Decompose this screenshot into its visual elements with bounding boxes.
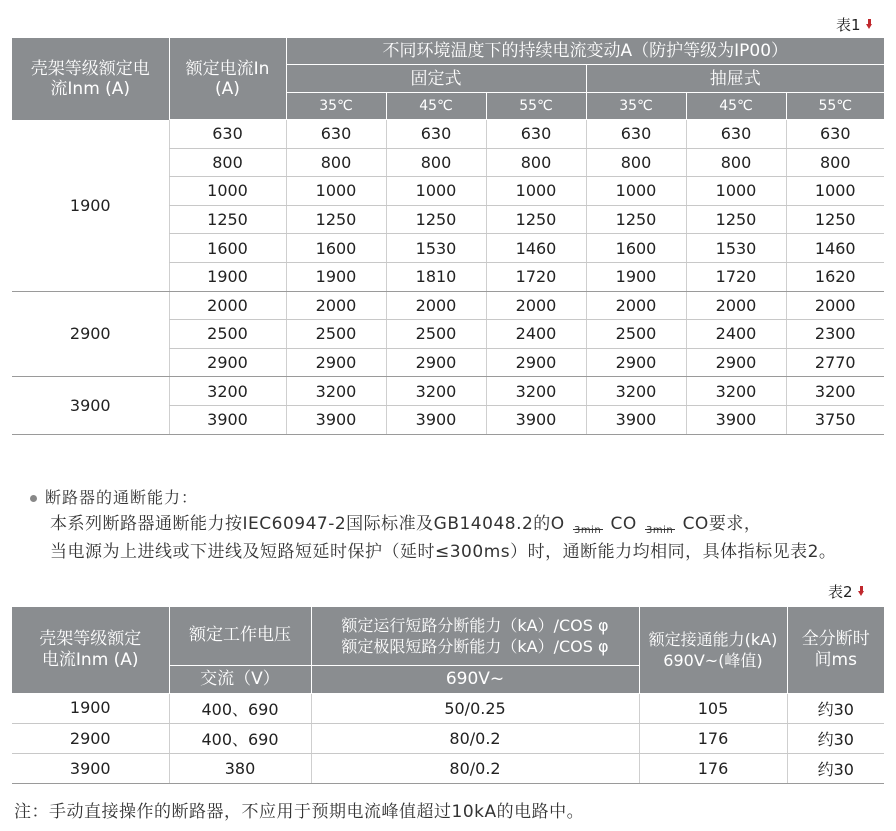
current-value-cell: 2000 xyxy=(686,291,786,320)
table2-body xyxy=(12,693,884,783)
current-value-cell: 630 xyxy=(486,120,586,149)
fixed-type-header: 固定式 xyxy=(286,65,586,93)
down-arrow-icon xyxy=(866,19,873,30)
rated-current-cell: 630 xyxy=(169,120,286,149)
ac-voltage-header: 交流（V） xyxy=(169,665,311,693)
current-value-cell: 1720 xyxy=(486,262,586,291)
current-value-cell: 2900 xyxy=(486,348,586,377)
frame-rating-cell: 3900 xyxy=(12,753,169,783)
current-value-cell: 2500 xyxy=(586,320,686,349)
continuous-current-table xyxy=(12,38,884,435)
current-value-cell: 1810 xyxy=(386,262,486,291)
current-value-cell: 1000 xyxy=(586,177,686,206)
rated-voltage-header: 额定工作电压 xyxy=(169,607,311,665)
current-value-cell: 2500 xyxy=(386,320,486,349)
current-value-cell: 800 xyxy=(786,148,884,177)
break-time-cell: 约30 xyxy=(787,693,884,723)
current-value-cell: 1000 xyxy=(786,177,884,206)
paragraph-line1-prefix: 本系列断路器通断能力按IEC60947-2国际标准及GB14048.2的O xyxy=(50,514,565,534)
table2-label xyxy=(828,581,865,602)
section-paragraph xyxy=(50,510,890,566)
paragraph-line2: 当电源为上进线或下进线及短路短延时保护（延时≤300ms）时，通断能力均相同，具体指标见表2。 xyxy=(50,542,837,562)
current-value-cell: 800 xyxy=(486,148,586,177)
break-time-cell: 约30 xyxy=(787,753,884,783)
sequence-co-2: CO要求， xyxy=(682,514,762,534)
temp-header: 55℃ xyxy=(486,93,586,120)
table1-label xyxy=(836,14,873,35)
rated-current-cell: 3200 xyxy=(169,377,286,406)
current-value-cell: 2500 xyxy=(286,320,386,349)
current-value-cell: 2000 xyxy=(386,291,486,320)
current-value-cell: 3200 xyxy=(586,377,686,406)
current-value-cell: 3900 xyxy=(286,405,386,434)
current-value-cell: 1250 xyxy=(586,205,686,234)
current-value-cell: 2900 xyxy=(386,348,486,377)
current-value-cell: 1000 xyxy=(386,177,486,206)
breaking-capacity-cell: 80/0.2 xyxy=(311,753,639,783)
rated-current-cell: 800 xyxy=(169,148,286,177)
rated-current-cell: 3900 xyxy=(169,405,286,434)
frame-rating-cell: 2900 xyxy=(12,291,169,377)
rated-current-cell: 2900 xyxy=(169,348,286,377)
current-value-cell: 800 xyxy=(586,148,686,177)
current-value-cell: 2900 xyxy=(686,348,786,377)
current-value-cell: 1250 xyxy=(286,205,386,234)
table1-label-text: 表1 xyxy=(836,16,861,34)
making-capacity-cell: 176 xyxy=(639,753,787,783)
current-value-cell: 1250 xyxy=(486,205,586,234)
current-value-cell: 3750 xyxy=(786,405,884,434)
making-capacity-header: 额定接通能力(kA) 690V~(峰值) xyxy=(639,607,787,693)
table-row xyxy=(12,377,884,406)
current-value-cell: 2000 xyxy=(486,291,586,320)
frame-rating-cell: 1900 xyxy=(12,120,169,292)
current-value-cell: 2400 xyxy=(486,320,586,349)
current-value-cell: 1250 xyxy=(786,205,884,234)
down-arrow-icon xyxy=(858,586,865,597)
voltage-cell: 400、690 xyxy=(169,693,311,723)
section-title xyxy=(30,485,198,508)
rated-current-cell: 2000 xyxy=(169,291,286,320)
current-value-cell: 630 xyxy=(686,120,786,149)
bullet-icon xyxy=(30,495,37,502)
current-value-cell: 3200 xyxy=(686,377,786,406)
making-capacity-cell: 176 xyxy=(639,723,787,753)
current-value-cell: 3200 xyxy=(386,377,486,406)
table-row xyxy=(12,120,884,149)
current-value-cell: 2000 xyxy=(786,291,884,320)
current-value-cell: 630 xyxy=(386,120,486,149)
current-value-cell: 3200 xyxy=(486,377,586,406)
current-value-cell: 630 xyxy=(286,120,386,149)
current-value-cell: 3900 xyxy=(386,405,486,434)
current-value-cell: 2900 xyxy=(286,348,386,377)
drawout-type-header: 抽屉式 xyxy=(586,65,884,93)
sequence-time-label: 3min xyxy=(646,525,674,536)
frame-rating-cell: 2900 xyxy=(12,723,169,753)
current-value-cell: 1600 xyxy=(286,234,386,263)
current-value-cell: 1900 xyxy=(586,262,686,291)
voltage-cell: 400、690 xyxy=(169,723,311,753)
table2-label-text: 表2 xyxy=(828,583,853,601)
temp-header: 55℃ xyxy=(786,93,884,120)
current-value-cell: 3200 xyxy=(786,377,884,406)
current-value-cell: 800 xyxy=(686,148,786,177)
current-value-cell: 1600 xyxy=(586,234,686,263)
rated-current-cell: 2500 xyxy=(169,320,286,349)
breaking-capacity-cell: 80/0.2 xyxy=(311,723,639,753)
footnote: 注：手动直接操作的断路器，不应用于预期电流峰值超过10kA的电路中。 xyxy=(14,802,585,822)
voltage-cell: 380 xyxy=(169,753,311,783)
break-time-header: 全分断时间ms xyxy=(787,607,884,693)
current-value-cell: 800 xyxy=(386,148,486,177)
break-time-cell: 约30 xyxy=(787,723,884,753)
current-value-cell: 800 xyxy=(286,148,386,177)
voltage-690-header: 690V~ xyxy=(311,665,639,693)
current-value-cell: 3900 xyxy=(486,405,586,434)
temp-header: 35℃ xyxy=(286,93,386,120)
sequence-co-1: CO xyxy=(610,514,637,534)
current-value-cell: 2000 xyxy=(286,291,386,320)
current-value-cell: 1000 xyxy=(486,177,586,206)
current-value-cell: 1530 xyxy=(686,234,786,263)
table1-body xyxy=(12,120,884,435)
table-row xyxy=(12,723,884,753)
sequence-time-label: 3min xyxy=(573,525,602,536)
frame-rating-cell: 3900 xyxy=(12,377,169,434)
rated-current-cell: 1600 xyxy=(169,234,286,263)
breaking-line1: 额定运行短路分断能力（kA）/COS φ xyxy=(341,615,609,635)
current-value-cell: 1250 xyxy=(386,205,486,234)
current-value-cell: 630 xyxy=(786,120,884,149)
table-row xyxy=(12,693,884,723)
frame-rating-cell: 1900 xyxy=(12,693,169,723)
section-title-text: 断路器的通断能力： xyxy=(45,488,199,507)
temp-header: 45℃ xyxy=(686,93,786,120)
rated-current-cell: 1900 xyxy=(169,262,286,291)
table-row xyxy=(12,753,884,783)
making-capacity-cell: 105 xyxy=(639,693,787,723)
breaking-capacity-cell: 50/0.25 xyxy=(311,693,639,723)
current-value-cell: 1460 xyxy=(486,234,586,263)
current-value-cell: 1900 xyxy=(286,262,386,291)
current-value-cell: 1000 xyxy=(286,177,386,206)
frame-rating-header: 壳架等级额定电流Inm (A) xyxy=(12,607,169,693)
current-value-cell: 3900 xyxy=(586,405,686,434)
current-value-cell: 2900 xyxy=(586,348,686,377)
frame-rating-header: 壳架等级额定电流Inm (A) xyxy=(12,38,169,120)
current-value-cell: 1720 xyxy=(686,262,786,291)
current-value-cell: 1620 xyxy=(786,262,884,291)
current-value-cell: 1000 xyxy=(686,177,786,206)
current-value-cell: 2770 xyxy=(786,348,884,377)
current-value-cell: 2300 xyxy=(786,320,884,349)
table-row xyxy=(12,291,884,320)
current-value-cell: 2000 xyxy=(586,291,686,320)
current-value-cell: 1250 xyxy=(686,205,786,234)
current-value-cell: 1530 xyxy=(386,234,486,263)
temp-header: 45℃ xyxy=(386,93,486,120)
current-value-cell: 2400 xyxy=(686,320,786,349)
rated-current-cell: 1250 xyxy=(169,205,286,234)
current-value-cell: 630 xyxy=(586,120,686,149)
temperature-group-header: 不同环境温度下的持续电流变动A（防护等级为IP00） xyxy=(286,38,884,65)
temp-header: 35℃ xyxy=(586,93,686,120)
rated-current-cell: 1000 xyxy=(169,177,286,206)
current-value-cell: 3200 xyxy=(286,377,386,406)
breaking-capacity-table xyxy=(12,607,884,784)
current-value-cell: 1460 xyxy=(786,234,884,263)
breaking-line2: 额定极限短路分断能力（kA）/COS φ xyxy=(341,636,609,656)
rated-current-header: 额定电流In (A) xyxy=(169,38,286,120)
current-value-cell: 3900 xyxy=(686,405,786,434)
breaking-capacity-header xyxy=(311,607,639,665)
